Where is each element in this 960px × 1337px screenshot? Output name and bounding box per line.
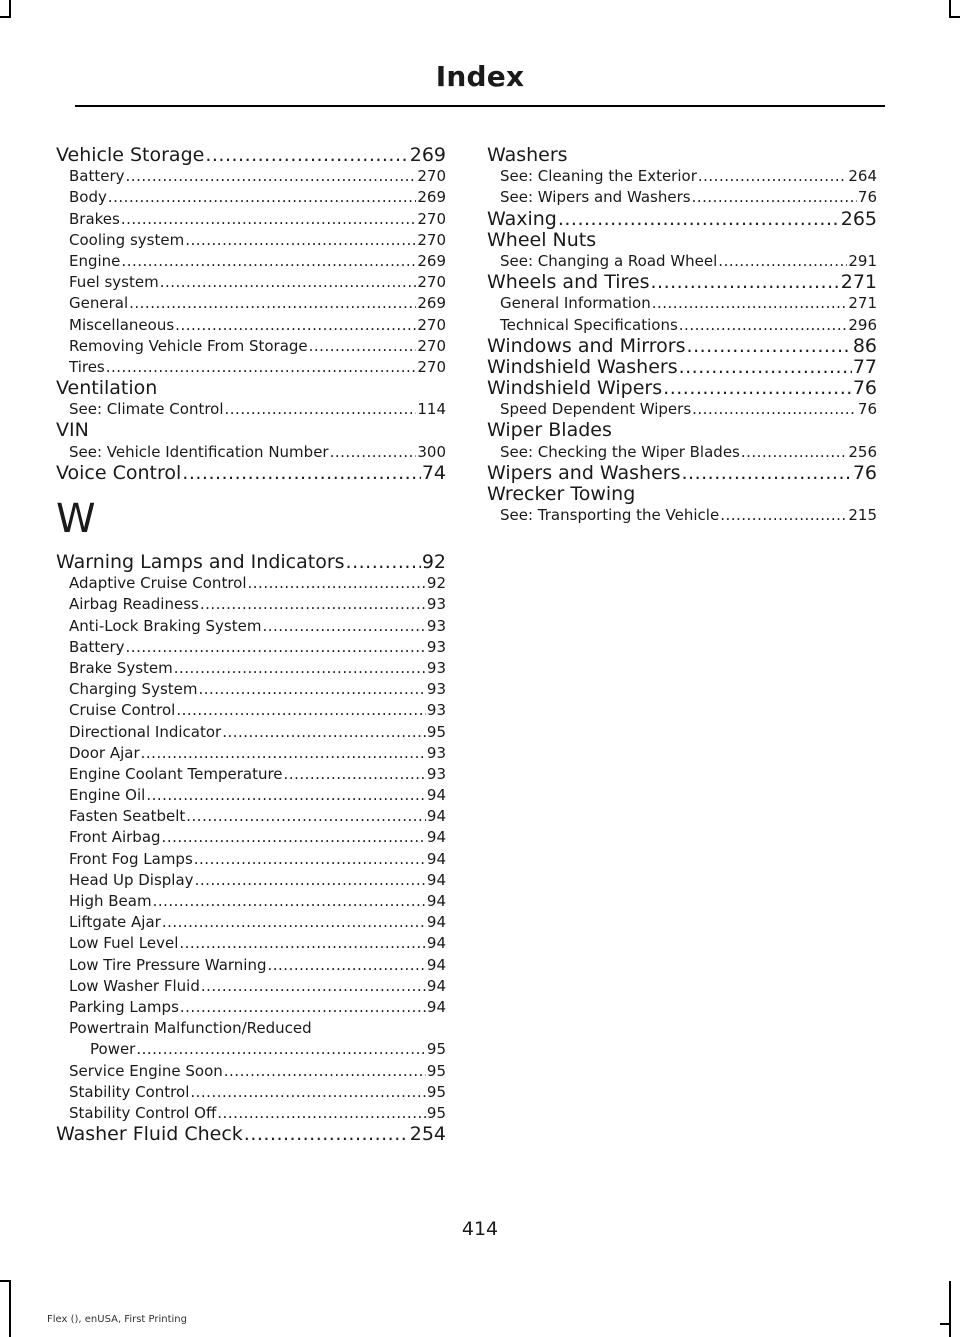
index-subentry bbox=[487, 505, 877, 526]
entry-label: Speed Dependent Wipers bbox=[500, 400, 692, 419]
entry-page-number: 215 bbox=[848, 506, 877, 525]
dot-leader bbox=[153, 891, 426, 912]
entry-label: See: Climate Control bbox=[69, 400, 224, 419]
entry-label: Waxing bbox=[487, 207, 557, 230]
index-subentry bbox=[56, 679, 446, 700]
index-entry bbox=[56, 145, 446, 166]
entry-page-number: 269 bbox=[417, 188, 446, 207]
dot-leader bbox=[224, 1061, 426, 1082]
index-subentry bbox=[487, 442, 877, 463]
dot-leader bbox=[194, 849, 426, 870]
dot-leader bbox=[718, 251, 847, 272]
index-entry bbox=[487, 463, 877, 484]
index-subentry bbox=[487, 187, 877, 208]
dot-leader bbox=[175, 315, 416, 336]
dot-leader bbox=[741, 442, 847, 463]
index-subentry bbox=[56, 573, 446, 594]
entry-page-number: 256 bbox=[848, 442, 877, 461]
index-heading: Washers bbox=[487, 144, 568, 166]
index-subentry bbox=[56, 933, 446, 954]
entry-page-number: 296 bbox=[848, 315, 877, 334]
index-subentry bbox=[56, 997, 446, 1018]
dot-leader bbox=[217, 1103, 426, 1124]
index-column-left bbox=[56, 145, 446, 1145]
entry-label: Brakes bbox=[69, 209, 120, 228]
dot-leader bbox=[652, 293, 848, 314]
entry-page-number: 93 bbox=[426, 637, 446, 656]
entry-label: Windshield Wipers bbox=[487, 377, 663, 400]
entry-label: Tires bbox=[69, 357, 105, 376]
entry-page-number: 300 bbox=[417, 442, 446, 461]
index-subentry bbox=[56, 315, 446, 336]
entry-label: General bbox=[69, 294, 129, 313]
entry-label: Stability Control bbox=[69, 1082, 190, 1101]
entry-label: Fuel system bbox=[69, 273, 159, 292]
entry-page-number: 93 bbox=[426, 658, 446, 677]
dot-leader bbox=[121, 209, 417, 230]
dot-leader bbox=[679, 357, 852, 378]
entry-page-number: 76 bbox=[852, 377, 877, 400]
dot-leader bbox=[126, 166, 417, 187]
dot-leader bbox=[195, 870, 426, 891]
index-subentry bbox=[56, 272, 446, 293]
index-subentry bbox=[56, 1082, 446, 1103]
dot-leader bbox=[682, 463, 852, 484]
entry-label: Airbag Readiness bbox=[69, 595, 199, 614]
index-subentry bbox=[487, 166, 877, 187]
entry-page-number: 270 bbox=[417, 315, 446, 334]
index-subentry bbox=[56, 293, 446, 314]
entry-page-number: 93 bbox=[426, 743, 446, 762]
entry-label: Parking Lamps bbox=[69, 997, 179, 1016]
entry-page-number: 95 bbox=[426, 722, 446, 741]
entry-page-number: 94 bbox=[426, 997, 446, 1016]
dot-leader bbox=[205, 145, 408, 166]
page-title: Index bbox=[435, 60, 525, 93]
entry-page-number: 94 bbox=[426, 892, 446, 910]
entry-label: Engine bbox=[69, 251, 121, 270]
index-subentry bbox=[56, 209, 446, 230]
dot-leader bbox=[180, 997, 426, 1018]
dot-leader bbox=[720, 505, 847, 526]
entry-label: General Information bbox=[500, 294, 651, 313]
entry-page-number: 76 bbox=[857, 188, 877, 207]
entry-page-number: 95 bbox=[426, 1082, 446, 1101]
entry-label: Wipers and Washers bbox=[487, 461, 681, 484]
index-subentry: Powertrain Malfunction/Reduced bbox=[69, 1019, 312, 1038]
dot-leader bbox=[663, 378, 852, 399]
index-heading: VIN bbox=[56, 419, 89, 442]
entry-page-number: 94 bbox=[426, 849, 446, 868]
dot-leader bbox=[179, 933, 426, 954]
entry-label: Warning Lamps and Indicators bbox=[56, 551, 345, 573]
entry-label: Windshield Washers bbox=[487, 355, 678, 378]
entry-label: Body bbox=[69, 188, 107, 207]
index-heading: Wrecker Towing bbox=[487, 483, 636, 505]
index-subentry bbox=[487, 399, 877, 420]
entry-label: See: Cleaning the Exterior bbox=[500, 167, 697, 186]
dot-leader bbox=[268, 955, 426, 976]
entry-label: See: Changing a Road Wheel bbox=[500, 251, 718, 270]
index-subentry bbox=[56, 658, 446, 679]
entry-label: Voice Control bbox=[56, 461, 182, 484]
entry-label: Door Ajar bbox=[69, 743, 140, 762]
entry-label: Cooling system bbox=[69, 230, 185, 249]
dot-leader bbox=[651, 272, 840, 293]
index-subentry bbox=[56, 976, 446, 997]
entry-label: Anti-Lock Braking System bbox=[69, 616, 262, 635]
entry-label: Cruise Control bbox=[69, 701, 176, 720]
dot-leader bbox=[108, 187, 416, 208]
entry-page-number: 95 bbox=[426, 1103, 446, 1122]
dot-leader bbox=[692, 187, 857, 208]
index-subentry bbox=[56, 166, 446, 187]
dot-leader bbox=[330, 442, 417, 463]
index-subentry bbox=[56, 849, 446, 870]
dot-leader bbox=[126, 637, 426, 658]
crop-mark-top-right-v bbox=[949, 0, 951, 16]
dot-leader bbox=[200, 594, 426, 615]
entry-label: Engine Coolant Temperature bbox=[69, 764, 283, 783]
entry-label: Stability Control Off bbox=[69, 1103, 217, 1122]
entry-page-number: 93 bbox=[426, 680, 446, 699]
index-subentry bbox=[487, 293, 877, 314]
entry-label: Wheels and Tires bbox=[487, 271, 650, 294]
entry-page-number: 254 bbox=[409, 1123, 446, 1146]
index-subentry bbox=[56, 806, 446, 827]
entry-page-number: 270 bbox=[417, 209, 446, 228]
index-subentry bbox=[56, 399, 446, 420]
entry-page-number: 93 bbox=[426, 701, 446, 720]
index-subentry bbox=[56, 700, 446, 721]
entry-page-number: 264 bbox=[848, 167, 877, 186]
index-subentry bbox=[56, 442, 446, 463]
entry-page-number: 270 bbox=[417, 357, 446, 376]
dot-leader bbox=[182, 463, 421, 484]
entry-label: Fasten Seatbelt bbox=[69, 807, 186, 826]
index-subentry bbox=[56, 637, 446, 658]
entry-label: Power bbox=[90, 1040, 136, 1059]
entry-label: Front Fog Lamps bbox=[69, 849, 193, 868]
entry-page-number: 271 bbox=[840, 271, 877, 294]
entry-label: See: Checking the Wiper Blades bbox=[500, 442, 740, 461]
entry-page-number: 94 bbox=[426, 786, 446, 805]
crop-mark-bottom-left-v bbox=[9, 1281, 11, 1337]
index-subentry bbox=[56, 785, 446, 806]
entry-page-number: 92 bbox=[426, 574, 446, 593]
entry-label: Battery bbox=[69, 637, 125, 656]
entry-page-number: 114 bbox=[417, 400, 446, 419]
entry-page-number: 93 bbox=[426, 595, 446, 614]
index-heading: Wheel Nuts bbox=[487, 228, 597, 251]
entry-page-number: 94 bbox=[426, 955, 446, 974]
entry-label: Directional Indicator bbox=[69, 722, 222, 741]
entry-label: Technical Specifications bbox=[500, 315, 678, 334]
dot-leader bbox=[190, 1082, 426, 1103]
dot-leader bbox=[687, 336, 852, 357]
crop-mark-top-left-h bbox=[0, 16, 11, 18]
dot-leader bbox=[106, 357, 417, 378]
entry-page-number: 270 bbox=[417, 230, 446, 249]
index-subentry bbox=[56, 722, 446, 743]
dot-leader bbox=[346, 552, 421, 573]
entry-page-number: 76 bbox=[857, 400, 877, 419]
index-entry bbox=[56, 463, 446, 484]
entry-label: Vehicle Storage bbox=[56, 144, 205, 166]
footer-print-info: Flex (), enUSA, First Printing bbox=[47, 1314, 187, 1325]
entry-label: Liftgate Ajar bbox=[69, 913, 161, 932]
entry-page-number: 93 bbox=[426, 764, 446, 783]
entry-label: See: Wipers and Washers bbox=[500, 188, 691, 207]
dot-leader bbox=[262, 616, 425, 637]
entry-page-number: 94 bbox=[426, 976, 446, 995]
crop-mark-top-left-v bbox=[9, 0, 11, 16]
dot-leader bbox=[136, 1039, 426, 1060]
entry-page-number: 270 bbox=[417, 167, 446, 186]
entry-label: Charging System bbox=[69, 680, 198, 699]
entry-label: Battery bbox=[69, 167, 125, 186]
index-subentry bbox=[56, 827, 446, 848]
entry-page-number: 94 bbox=[426, 913, 446, 932]
index-subentry bbox=[56, 616, 446, 637]
entry-label: Brake System bbox=[69, 658, 173, 677]
index-subentry bbox=[56, 764, 446, 785]
entry-page-number: 95 bbox=[426, 1061, 446, 1080]
index-entry bbox=[487, 272, 877, 293]
index-entry bbox=[487, 209, 877, 230]
entry-page-number: 77 bbox=[852, 355, 877, 378]
crop-mark-bottom-right-h bbox=[940, 1323, 951, 1325]
dot-leader bbox=[248, 573, 426, 594]
page-number: 414 bbox=[461, 1218, 499, 1240]
index-subentry bbox=[56, 251, 446, 272]
entry-label: See: Vehicle Identification Number bbox=[69, 442, 329, 461]
entry-page-number: 269 bbox=[417, 251, 446, 270]
entry-label: Service Engine Soon bbox=[69, 1061, 223, 1080]
dot-leader bbox=[692, 399, 857, 420]
dot-leader bbox=[176, 700, 426, 721]
dot-leader bbox=[129, 293, 416, 314]
entry-page-number: 270 bbox=[417, 273, 446, 292]
entry-page-number: 74 bbox=[421, 461, 446, 484]
dot-leader bbox=[244, 1124, 409, 1145]
dot-leader bbox=[141, 743, 426, 764]
entry-page-number: 271 bbox=[848, 294, 877, 313]
entry-label: See: Transporting the Vehicle bbox=[500, 506, 720, 525]
index-subentry bbox=[56, 955, 446, 976]
entry-page-number: 95 bbox=[426, 1040, 446, 1059]
dot-leader bbox=[201, 976, 426, 997]
entry-page-number: 265 bbox=[840, 207, 877, 230]
crop-mark-bottom-right-v bbox=[949, 1281, 951, 1337]
entry-page-number: 269 bbox=[417, 294, 446, 313]
entry-page-number: 94 bbox=[426, 828, 446, 847]
index-subentry bbox=[56, 1061, 446, 1082]
index-subentry bbox=[56, 743, 446, 764]
dot-leader bbox=[225, 399, 417, 420]
index-subentry bbox=[56, 357, 446, 378]
entry-label: Low Tire Pressure Warning bbox=[69, 955, 267, 974]
entry-label: Head Up Display bbox=[69, 870, 194, 889]
dot-leader bbox=[558, 209, 840, 230]
index-heading: Ventilation bbox=[56, 377, 158, 400]
entry-page-number: 76 bbox=[852, 461, 877, 484]
dot-leader bbox=[309, 336, 417, 357]
entry-label: Removing Vehicle From Storage bbox=[69, 336, 308, 355]
dot-leader bbox=[162, 912, 426, 933]
dot-leader bbox=[162, 827, 426, 848]
dot-leader bbox=[121, 251, 416, 272]
index-entry bbox=[487, 378, 877, 399]
header-divider bbox=[75, 105, 885, 107]
index-entry bbox=[56, 1124, 446, 1145]
dot-leader bbox=[185, 230, 416, 251]
index-subentry bbox=[56, 870, 446, 891]
dot-leader bbox=[199, 679, 426, 700]
index-entry bbox=[487, 357, 877, 378]
entry-label: Miscellaneous bbox=[69, 315, 175, 334]
entry-label: Washer Fluid Check bbox=[56, 1123, 243, 1146]
index-subentry bbox=[56, 187, 446, 208]
dot-leader bbox=[160, 272, 417, 293]
index-entry bbox=[56, 552, 446, 573]
entry-label: Low Washer Fluid bbox=[69, 976, 200, 995]
dot-leader bbox=[679, 315, 848, 336]
index-subentry bbox=[56, 912, 446, 933]
index-subentry bbox=[487, 251, 877, 272]
entry-page-number: 291 bbox=[848, 251, 877, 270]
entry-page-number: 94 bbox=[426, 934, 446, 953]
index-subentry bbox=[56, 230, 446, 251]
dot-leader bbox=[174, 658, 426, 679]
dot-leader bbox=[698, 166, 847, 187]
entry-page-number: 270 bbox=[417, 336, 446, 355]
entry-page-number: 92 bbox=[421, 551, 446, 573]
entry-label: Front Airbag bbox=[69, 828, 161, 847]
index-subentry bbox=[487, 315, 877, 336]
index-subentry bbox=[56, 891, 446, 912]
index-section-letter: W bbox=[56, 496, 96, 542]
entry-label: Windows and Mirrors bbox=[487, 334, 686, 357]
index-entry bbox=[487, 336, 877, 357]
index-subentry bbox=[56, 1103, 446, 1124]
entry-page-number: 93 bbox=[426, 616, 446, 635]
dot-leader bbox=[186, 806, 426, 827]
entry-page-number: 269 bbox=[409, 144, 446, 166]
entry-label: Adaptive Cruise Control bbox=[69, 574, 247, 593]
index-heading: Wiper Blades bbox=[487, 419, 612, 442]
entry-label: High Beam bbox=[69, 892, 152, 910]
entry-label: Engine Oil bbox=[69, 786, 146, 805]
index-subentry bbox=[56, 594, 446, 615]
entry-page-number: 94 bbox=[426, 870, 446, 889]
index-column-right bbox=[487, 145, 877, 526]
entry-page-number: 94 bbox=[426, 807, 446, 826]
entry-label: Low Fuel Level bbox=[69, 934, 179, 953]
index-subentry bbox=[56, 336, 446, 357]
dot-leader bbox=[222, 722, 426, 743]
index-subentry bbox=[56, 1039, 446, 1060]
crop-mark-top-right-h bbox=[949, 16, 960, 18]
dot-leader bbox=[146, 785, 426, 806]
dot-leader bbox=[284, 764, 426, 785]
crop-mark-bottom-left-h bbox=[0, 1280, 11, 1282]
entry-page-number: 86 bbox=[852, 334, 877, 357]
